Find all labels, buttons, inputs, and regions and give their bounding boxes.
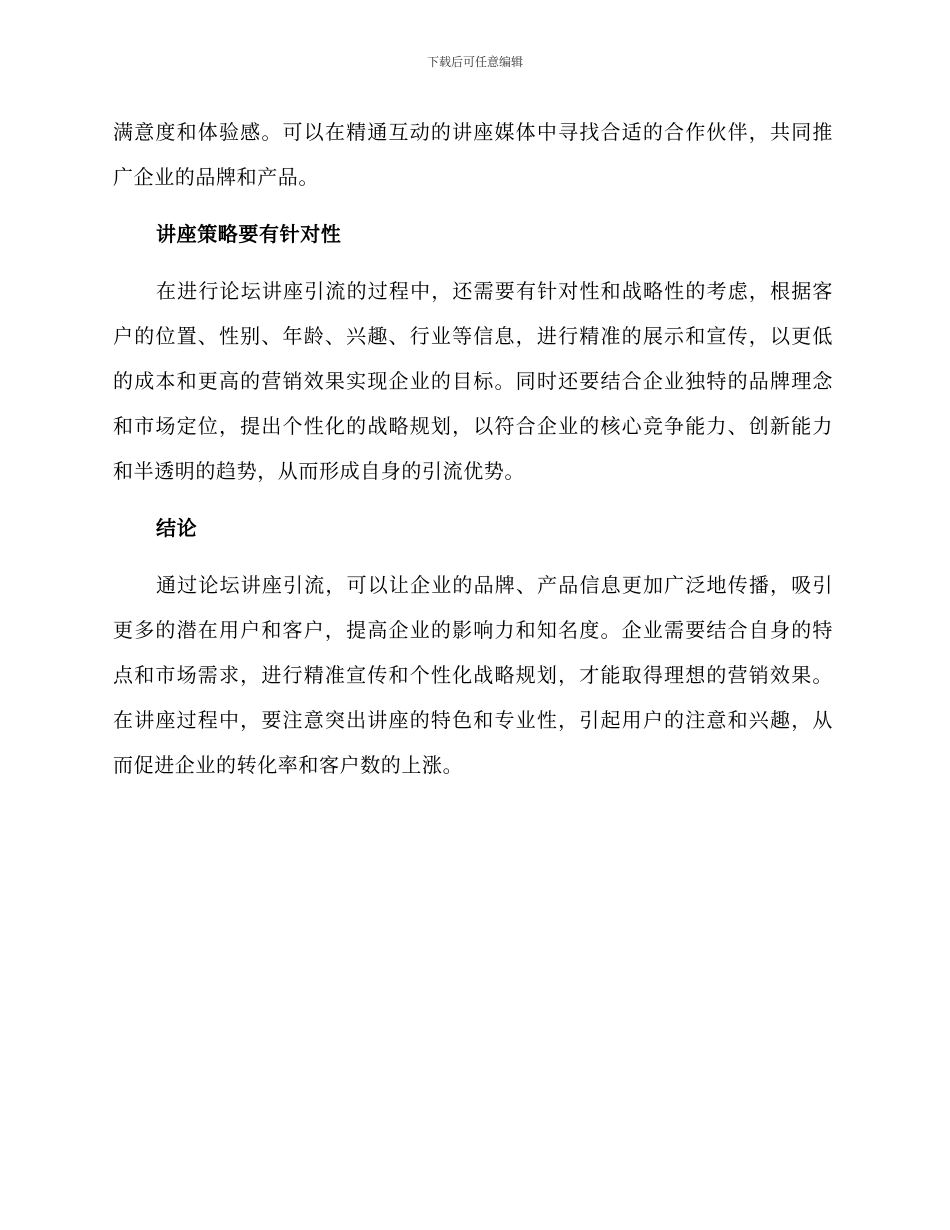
page-header-note: 下载后可任意编辑: [426, 55, 523, 69]
section-heading-conclusion: 结论: [156, 516, 198, 540]
section-heading-strategy: 讲座策略要有针对性: [156, 222, 342, 246]
document-body: [113, 110, 833, 788]
strategy-paragraph: 在进行论坛讲座引流的过程中，还需要有针对性和战略性的考虑，根据客户的位置、性别、年龄、兴趣、行业等信息，进行精准的展示和宣传，以更低的成本和更高的营销效果实现企业的目标。同时还要结合企业独特的品牌理念和市场定位，提出个性化的战略规划，以符合企业的核心竞争能力、创新能力和半透明的趋势，从而形成自身的引流优势。: [113, 279, 833, 483]
intro-continuation-paragraph: 满意度和体验感。可以在精通互动的讲座媒体中寻找合适的合作伙伴，共同推广企业的品牌和产品。: [113, 120, 833, 189]
conclusion-paragraph: 通过论坛讲座引流，可以让企业的品牌、产品信息更加广泛地传播，吸引更多的潜在用户和客户，提高企业的影响力和知名度。企业需要结合自身的特点和市场需求，进行精准宣传和个性化战略规划，才能取得理想的营销效果。在讲座过程中，要注意突出讲座的特色和专业性，引起用户的注意和兴趣，从而促进企业的转化率和客户数的上涨。: [113, 573, 833, 777]
